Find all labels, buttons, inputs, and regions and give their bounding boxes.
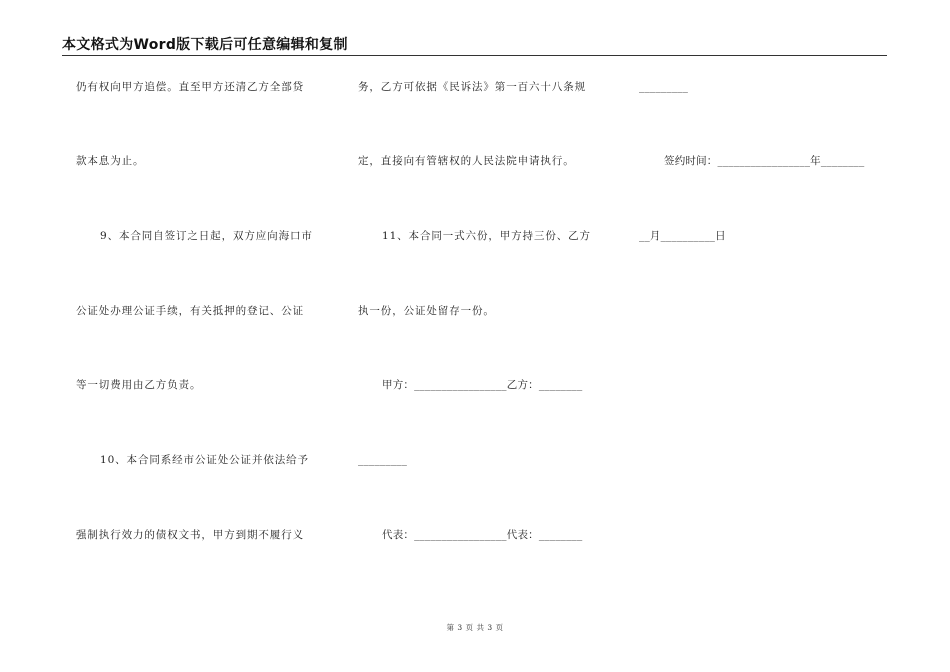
col2-line-1: 务，乙方可依据《民诉法》第一百六十八条规	[358, 81, 586, 93]
signature-representatives: 代表：_________________代表：________	[382, 529, 583, 541]
col1-line-2: 款本息为止。	[76, 155, 145, 167]
col2-line-2: 定，直接向有管辖权的人民法院申请执行。	[358, 155, 575, 167]
signature-party-a-b: 甲方：_________________乙方：________	[382, 379, 583, 391]
col1-line-6: 10、本合同系经市公证处公证并依法给予	[100, 454, 309, 466]
signature-blank: _________	[358, 454, 408, 466]
col3-blank-line: _________	[639, 81, 689, 93]
col1-line-1: 仍有权向甲方追偿。直至甲方还清乙方全部贷	[76, 81, 304, 93]
page-number: 第 3 页 共 3 页	[446, 623, 504, 632]
col1-line-3: 9、本合同自签订之日起，双方应向海口市	[100, 230, 313, 242]
header-title: 本文格式为Word版下载后可任意编辑和复制	[62, 37, 348, 53]
col1-line-7: 强制执行效力的债权文书，甲方到期不履行义	[76, 529, 304, 541]
col1-line-4: 公证处办理公证手续，有关抵押的登记、公证	[76, 305, 304, 317]
col1-line-5: 等一切费用由乙方负责。	[76, 379, 202, 391]
col2-line-4: 执一份，公证处留存一份。	[358, 305, 495, 317]
page-header	[62, 33, 887, 56]
signing-date-line: 签约时间：_________________年________	[664, 155, 865, 167]
col2-line-3: 11、本合同一式六份，甲方持三份、乙方	[382, 230, 591, 242]
signing-date-month-day: __月__________日	[639, 230, 726, 242]
